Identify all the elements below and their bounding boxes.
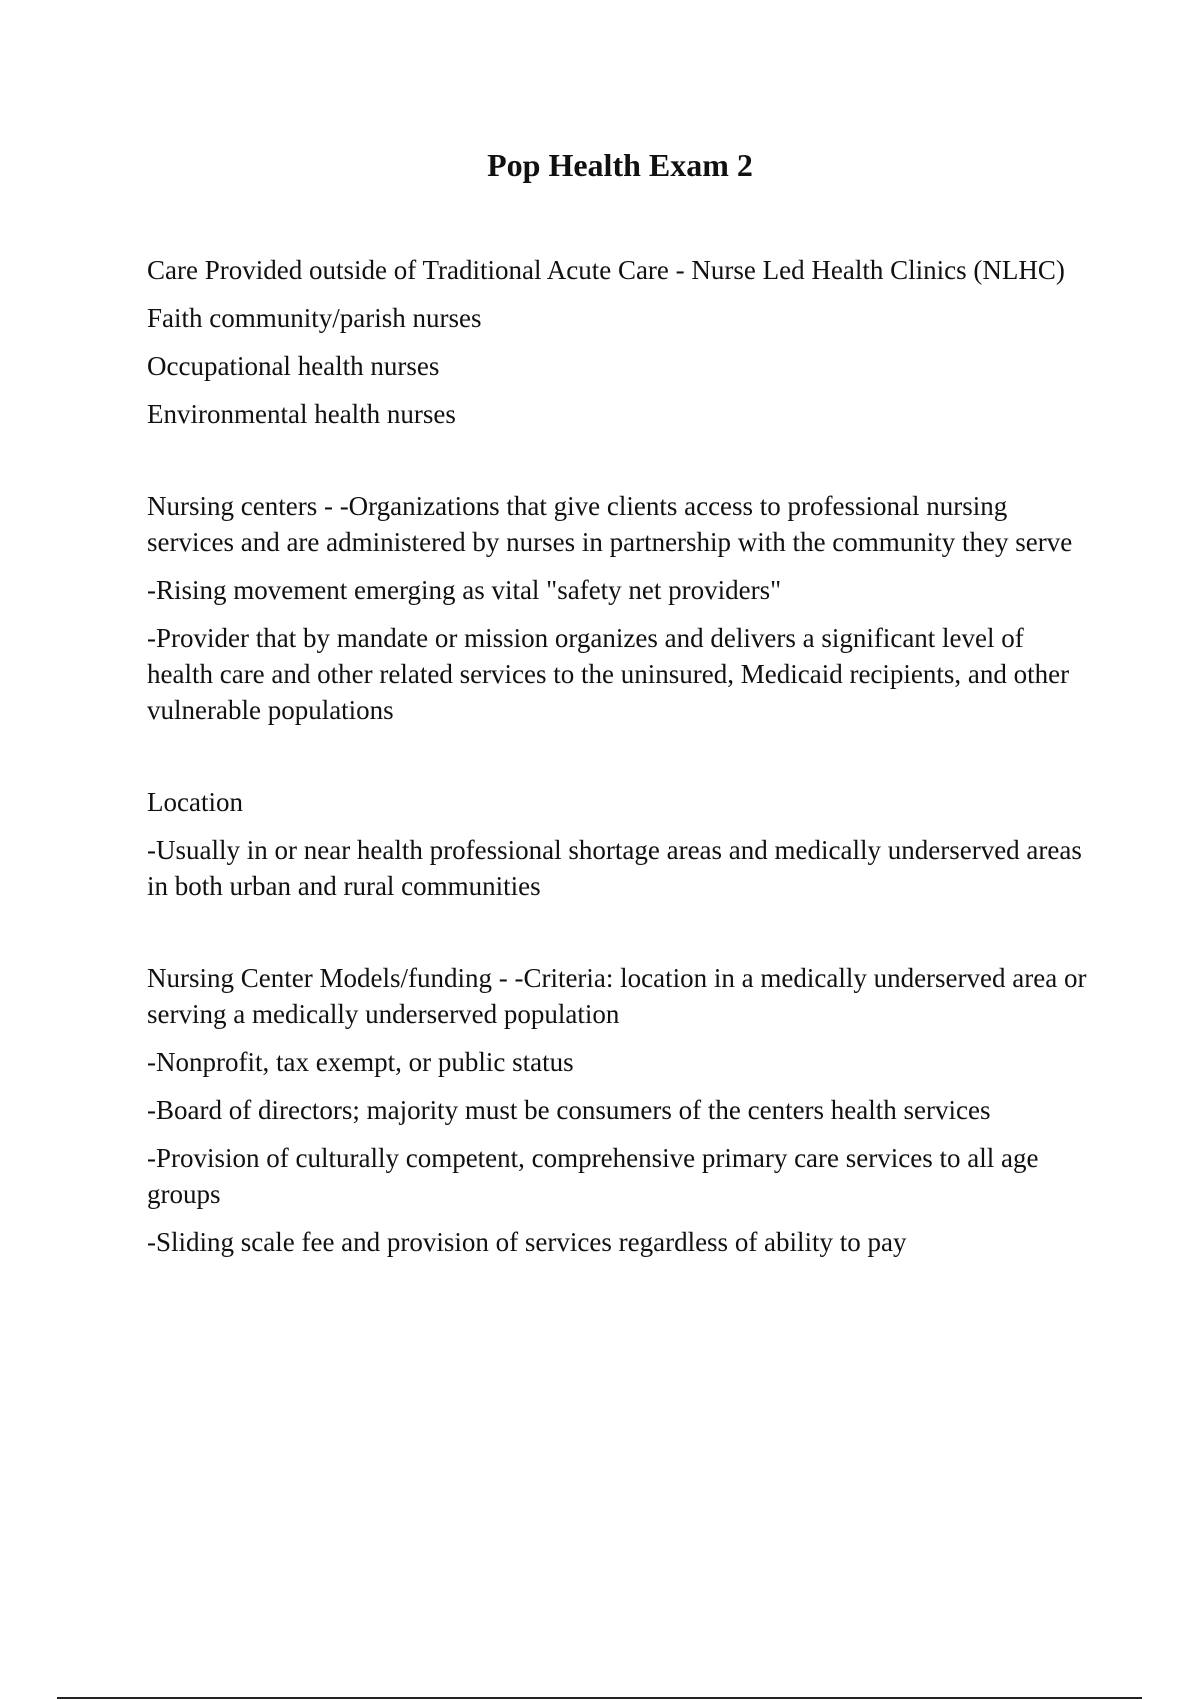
section-models-funding xyxy=(147,960,1087,1260)
paragraph: -Rising movement emerging as vital "safety net providers" xyxy=(147,575,782,605)
paragraph: -Provision of culturally competent, comprehensive primary care services to all age groups xyxy=(147,1143,1039,1209)
paragraph: Occupational health nurses xyxy=(147,351,440,381)
paragraph: Faith community/parish nurses xyxy=(147,303,482,333)
page-title: Pop Health Exam 2 xyxy=(487,147,753,183)
paragraph: -Usually in or near health professional shortage areas and medically underserved areas in both urban and rural communities xyxy=(147,835,1082,901)
section-nurse-led-clinics xyxy=(147,252,1087,432)
paragraph: Nursing centers - -Organizations that give clients access to professional nursing services and are administered by nurses in partnership with the community they serve xyxy=(147,491,1073,557)
paragraph: Care Provided outside of Traditional Acute Care - Nurse Led Health Clinics (NLHC) xyxy=(147,255,1065,285)
document-body xyxy=(147,252,1087,1316)
section-nursing-centers xyxy=(147,488,1087,728)
paragraph: Location xyxy=(147,787,243,817)
paragraph: Environmental health nurses xyxy=(147,399,456,429)
paragraph: -Nonprofit, tax exempt, or public status xyxy=(147,1047,574,1077)
section-location xyxy=(147,784,1087,904)
page-bottom-divider xyxy=(57,1697,1142,1699)
paragraph: -Sliding scale fee and provision of services regardless of ability to pay xyxy=(147,1227,907,1257)
paragraph: Nursing Center Models/funding - -Criteria: location in a medically underserved area or serving a medically underserved population xyxy=(147,963,1087,1029)
paragraph: -Board of directors; majority must be consumers of the centers health services xyxy=(147,1095,991,1125)
paragraph: -Provider that by mandate or mission organizes and delivers a significant level of health care and other related services to the uninsured, Medicaid recipients, and other vulnerable populations xyxy=(147,623,1070,725)
